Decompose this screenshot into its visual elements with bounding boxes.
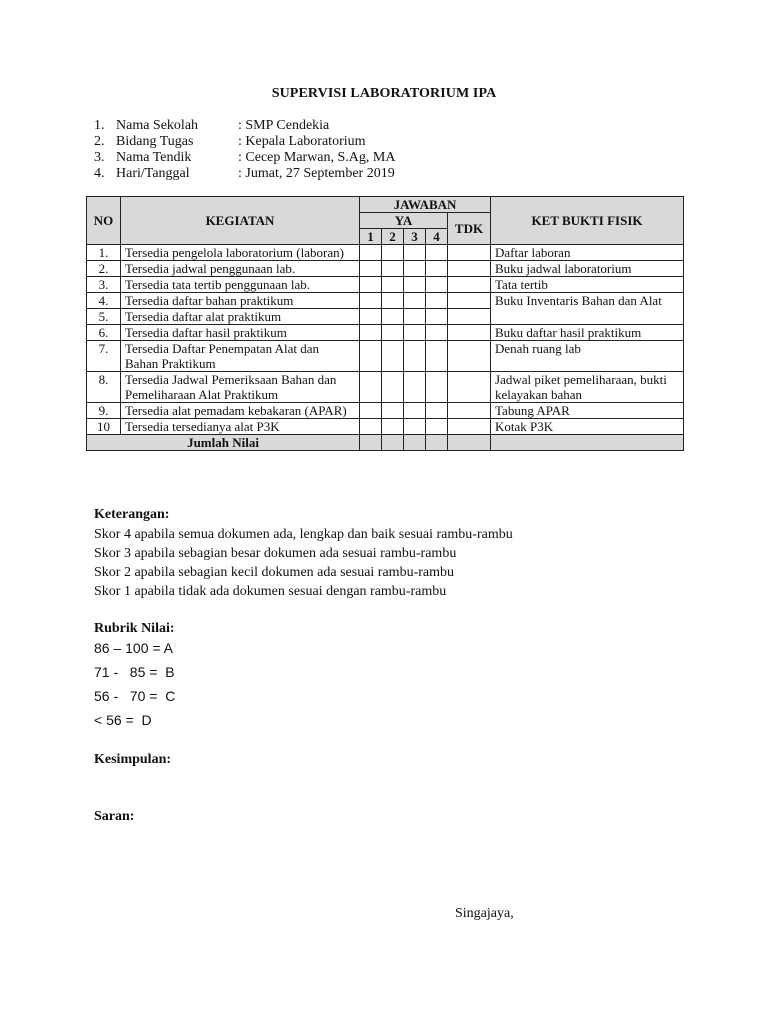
table-row (87, 261, 684, 277)
row-ket-bukti: Denah ruang lab (491, 341, 684, 372)
score-cell-2[interactable] (382, 245, 404, 261)
row-ket-bukti: Kotak P3K (491, 419, 684, 435)
info-value: : SMP Cendekia (238, 118, 330, 133)
row-ket-bukti: Buku Inventaris Bahan dan Alat (491, 293, 684, 325)
header-ket-bukti-fisik: KET BUKTI FISIK (491, 197, 684, 245)
tdk-cell[interactable] (448, 277, 491, 293)
score-cell-3[interactable] (404, 372, 426, 403)
row-number: 1. (87, 245, 121, 261)
row-ket-bukti: Daftar laboran (491, 245, 684, 261)
score-cell-3[interactable] (404, 245, 426, 261)
score-cell-4[interactable] (426, 341, 448, 372)
score-cell-2[interactable] (382, 372, 404, 403)
header-score-1: 1 (360, 229, 382, 245)
keterangan-line: Skor 3 apabila sebagian besar dokumen ada sesuai rambu-rambu (94, 546, 457, 561)
info-value: : Jumat, 27 September 2019 (238, 166, 395, 181)
info-label: Bidang Tugas (116, 134, 194, 149)
info-row-school (94, 118, 395, 134)
tdk-cell[interactable] (448, 341, 491, 372)
identity-info (94, 118, 395, 182)
table-row (87, 325, 684, 341)
score-cell-1[interactable] (360, 403, 382, 419)
page-title: SUPERVISI LABORATORIUM IPA (271, 86, 497, 101)
row-number: 10 (87, 419, 121, 435)
table-row (87, 419, 684, 435)
supervision-table (86, 196, 684, 451)
header-score-3: 3 (404, 229, 426, 245)
info-label: Nama Sekolah (116, 118, 199, 133)
score-cell-2[interactable] (382, 403, 404, 419)
keterangan-list (94, 525, 513, 601)
table-row (87, 277, 684, 293)
keterangan-line: Skor 2 apabila sebagian kecil dokumen ada sesuai rambu-rambu (94, 565, 454, 580)
score-cell-4[interactable] (426, 309, 448, 325)
info-value: : Kepala Laboratorium (238, 134, 366, 149)
keterangan-heading: Keterangan: (94, 507, 170, 522)
row-kegiatan: Tersedia tata tertib penggunaan lab. (121, 277, 360, 293)
total-cell-ket[interactable] (491, 435, 684, 451)
total-cell-4[interactable] (426, 435, 448, 451)
row-number: 3. (87, 277, 121, 293)
score-cell-2[interactable] (382, 309, 404, 325)
score-cell-3[interactable] (404, 325, 426, 341)
total-row (87, 435, 684, 451)
row-number: 8. (87, 372, 121, 403)
score-cell-2[interactable] (382, 325, 404, 341)
keterangan-line: Skor 4 apabila semua dokumen ada, lengkap dan baik sesuai rambu-rambu (94, 527, 513, 542)
saran-heading: Saran: (94, 809, 135, 824)
score-cell-1[interactable] (360, 341, 382, 372)
info-label: Hari/Tanggal (116, 166, 190, 181)
rubrik-list (94, 638, 175, 734)
info-row-staff (94, 150, 395, 166)
table-row (87, 341, 684, 372)
tdk-cell[interactable] (448, 372, 491, 403)
score-cell-4[interactable] (426, 277, 448, 293)
tdk-cell[interactable] (448, 293, 491, 309)
rubrik-line: 86 – 100 = A (94, 640, 174, 656)
row-kegiatan: Tersedia daftar bahan praktikum (121, 293, 360, 309)
row-kegiatan: Tersedia Daftar Penempatan Alat dan Bahan Praktikum (121, 341, 360, 372)
row-kegiatan: Tersedia Jadwal Pemeriksaan Bahan dan Pemeliharaan Alat Praktikum (121, 372, 360, 403)
score-cell-1[interactable] (360, 261, 382, 277)
rubrik-line: 71 - 85 = B (94, 664, 175, 680)
info-row-date (94, 166, 395, 182)
row-kegiatan: Tersedia alat pemadam kebakaran (APAR) (121, 403, 360, 419)
row-kegiatan: Tersedia daftar alat praktikum (121, 309, 360, 325)
score-cell-2[interactable] (382, 419, 404, 435)
score-cell-4[interactable] (426, 261, 448, 277)
header-score-2: 2 (382, 229, 404, 245)
score-cell-1[interactable] (360, 293, 382, 309)
score-cell-1[interactable] (360, 245, 382, 261)
row-number: 6. (87, 325, 121, 341)
table-row (87, 245, 684, 261)
table-row (87, 403, 684, 419)
table-row (87, 372, 684, 403)
header-jawaban: JAWABAN (360, 197, 491, 213)
score-cell-3[interactable] (404, 309, 426, 325)
score-cell-3[interactable] (404, 293, 426, 309)
row-ket-bukti: Buku jadwal laboratorium (491, 261, 684, 277)
info-label: Nama Tendik (116, 150, 192, 165)
score-cell-3[interactable] (404, 261, 426, 277)
row-number: 2. (87, 261, 121, 277)
row-ket-bukti: Buku daftar hasil praktikum (491, 325, 684, 341)
row-kegiatan: Tersedia pengelola laboratorium (laboran) (121, 245, 360, 261)
info-number: 4. (94, 166, 105, 181)
score-cell-1[interactable] (360, 309, 382, 325)
score-cell-2[interactable] (382, 341, 404, 372)
score-cell-3[interactable] (404, 341, 426, 372)
signature-place: Singajaya, (455, 906, 514, 921)
row-kegiatan: Tersedia tersedianya alat P3K (121, 419, 360, 435)
row-number: 9. (87, 403, 121, 419)
row-ket-bukti: Tata tertib (491, 277, 684, 293)
score-cell-2[interactable] (382, 293, 404, 309)
score-cell-3[interactable] (404, 419, 426, 435)
score-cell-4[interactable] (426, 419, 448, 435)
score-cell-4[interactable] (426, 403, 448, 419)
row-ket-bukti: Tabung APAR (491, 403, 684, 419)
info-number: 2. (94, 134, 105, 149)
info-value: : Cecep Marwan, S.Ag, MA (238, 150, 396, 165)
score-cell-1[interactable] (360, 372, 382, 403)
header-tdk: TDK (448, 213, 491, 245)
keterangan-line: Skor 1 apabila tidak ada dokumen sesuai dengan rambu-rambu (94, 584, 447, 599)
tdk-cell[interactable] (448, 309, 491, 325)
total-cell-2[interactable] (382, 435, 404, 451)
score-cell-1[interactable] (360, 419, 382, 435)
tdk-cell[interactable] (448, 403, 491, 419)
score-cell-2[interactable] (382, 277, 404, 293)
row-kegiatan: Tersedia daftar hasil praktikum (121, 325, 360, 341)
score-cell-4[interactable] (426, 293, 448, 309)
score-cell-4[interactable] (426, 325, 448, 341)
total-label: Jumlah Nilai (87, 435, 360, 451)
score-cell-4[interactable] (426, 245, 448, 261)
rubrik-line: 56 - 70 = C (94, 688, 176, 704)
total-cell-3[interactable] (404, 435, 426, 451)
total-cell-tdk[interactable] (448, 435, 491, 451)
total-cell-1[interactable] (360, 435, 382, 451)
row-number: 5. (87, 309, 121, 325)
row-number: 4. (87, 293, 121, 309)
rubrik-line: < 56 = D (94, 712, 152, 728)
tdk-cell[interactable] (448, 261, 491, 277)
score-cell-3[interactable] (404, 403, 426, 419)
score-cell-1[interactable] (360, 325, 382, 341)
table-row (87, 293, 684, 309)
tdk-cell[interactable] (448, 245, 491, 261)
score-cell-4[interactable] (426, 372, 448, 403)
header-ya: YA (360, 213, 448, 229)
header-score-4: 4 (426, 229, 448, 245)
row-kegiatan: Tersedia jadwal penggunaan lab. (121, 261, 360, 277)
row-number: 7. (87, 341, 121, 372)
header-kegiatan: KEGIATAN (121, 197, 360, 245)
info-row-task (94, 134, 395, 150)
tdk-cell[interactable] (448, 419, 491, 435)
score-cell-3[interactable] (404, 277, 426, 293)
rubrik-heading: Rubrik Nilai: (94, 621, 175, 636)
kesimpulan-heading: Kesimpulan: (94, 752, 172, 767)
info-number: 1. (94, 118, 105, 133)
score-cell-1[interactable] (360, 277, 382, 293)
header-no: NO (87, 197, 121, 245)
tdk-cell[interactable] (448, 325, 491, 341)
info-number: 3. (94, 150, 105, 165)
row-ket-bukti: Jadwal piket pemeliharaan, bukti kelayakan bahan (491, 372, 684, 403)
score-cell-2[interactable] (382, 261, 404, 277)
